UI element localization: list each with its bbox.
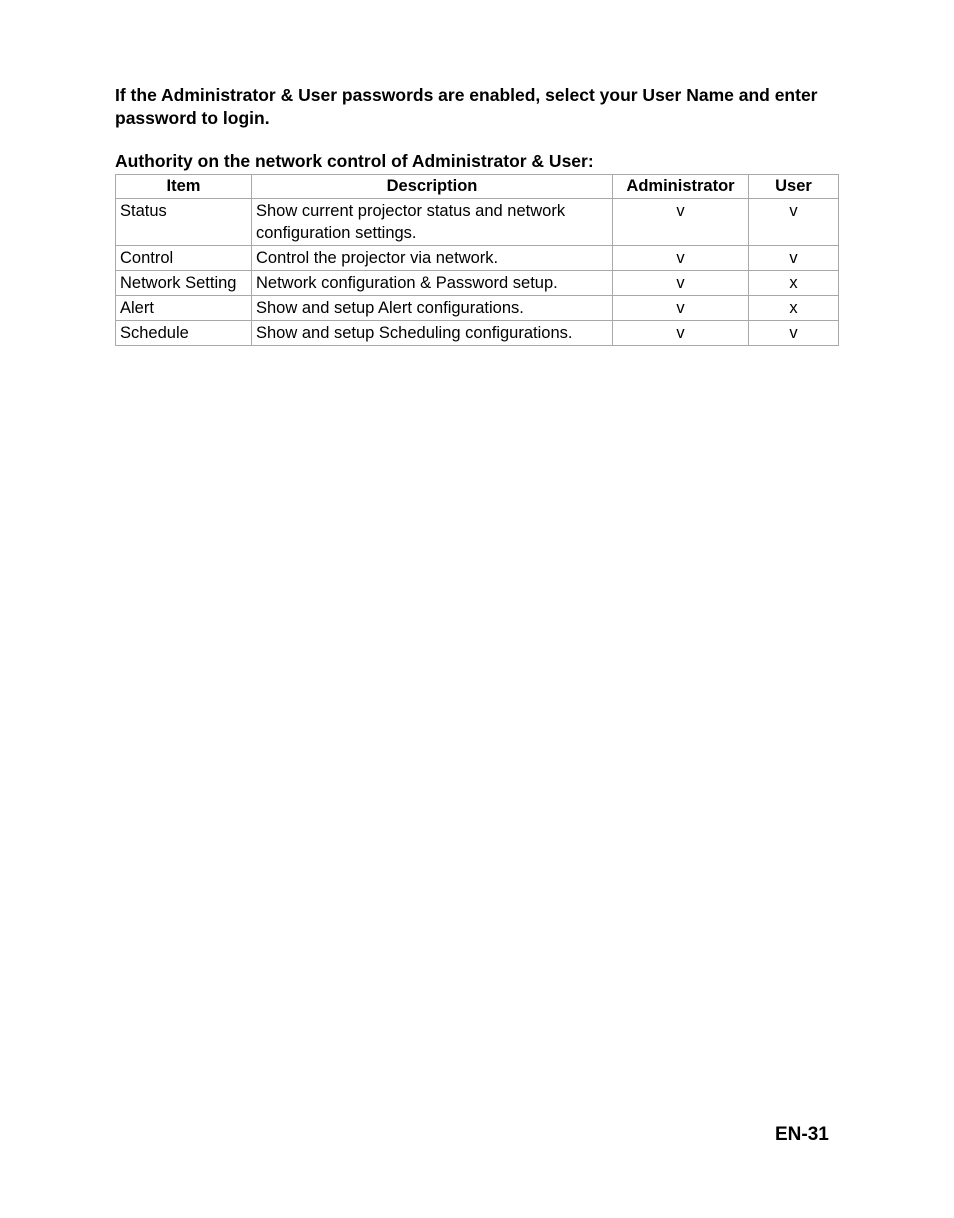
cell-user: v (749, 321, 839, 346)
header-administrator: Administrator (613, 175, 749, 199)
cell-description: Control the projector via network. (252, 246, 613, 271)
table-row (116, 199, 839, 246)
authority-table (115, 174, 839, 346)
cell-description: Network configuration & Password setup. (252, 271, 613, 296)
cell-item: Alert (116, 296, 252, 321)
header-item: Item (116, 175, 252, 199)
cell-user: x (749, 296, 839, 321)
cell-item: Control (116, 246, 252, 271)
header-description: Description (252, 175, 613, 199)
cell-user: x (749, 271, 839, 296)
table-row (116, 271, 839, 296)
cell-description: Show and setup Alert configurations. (252, 296, 613, 321)
table-header-row (116, 175, 839, 199)
cell-item: Network Setting (116, 271, 252, 296)
cell-administrator: v (613, 271, 749, 296)
cell-administrator: v (613, 321, 749, 346)
cell-user: v (749, 246, 839, 271)
cell-item: Schedule (116, 321, 252, 346)
page-number: EN-31 (775, 1124, 829, 1145)
table-row (116, 321, 839, 346)
cell-user: v (749, 199, 839, 246)
cell-description: Show and setup Scheduling configurations. (252, 321, 613, 346)
cell-administrator: v (613, 199, 749, 246)
cell-item: Status (116, 199, 252, 246)
cell-administrator: v (613, 246, 749, 271)
header-user: User (749, 175, 839, 199)
cell-administrator: v (613, 296, 749, 321)
cell-description: Show current projector status and network configuration settings. (252, 199, 613, 246)
intro-paragraph: If the Administrator & User passwords are enabled, select your User Name and enter password to login. (115, 85, 818, 128)
table-row (116, 246, 839, 271)
table-caption: Authority on the network control of Administrator & User: (115, 151, 594, 171)
table-row (116, 296, 839, 321)
